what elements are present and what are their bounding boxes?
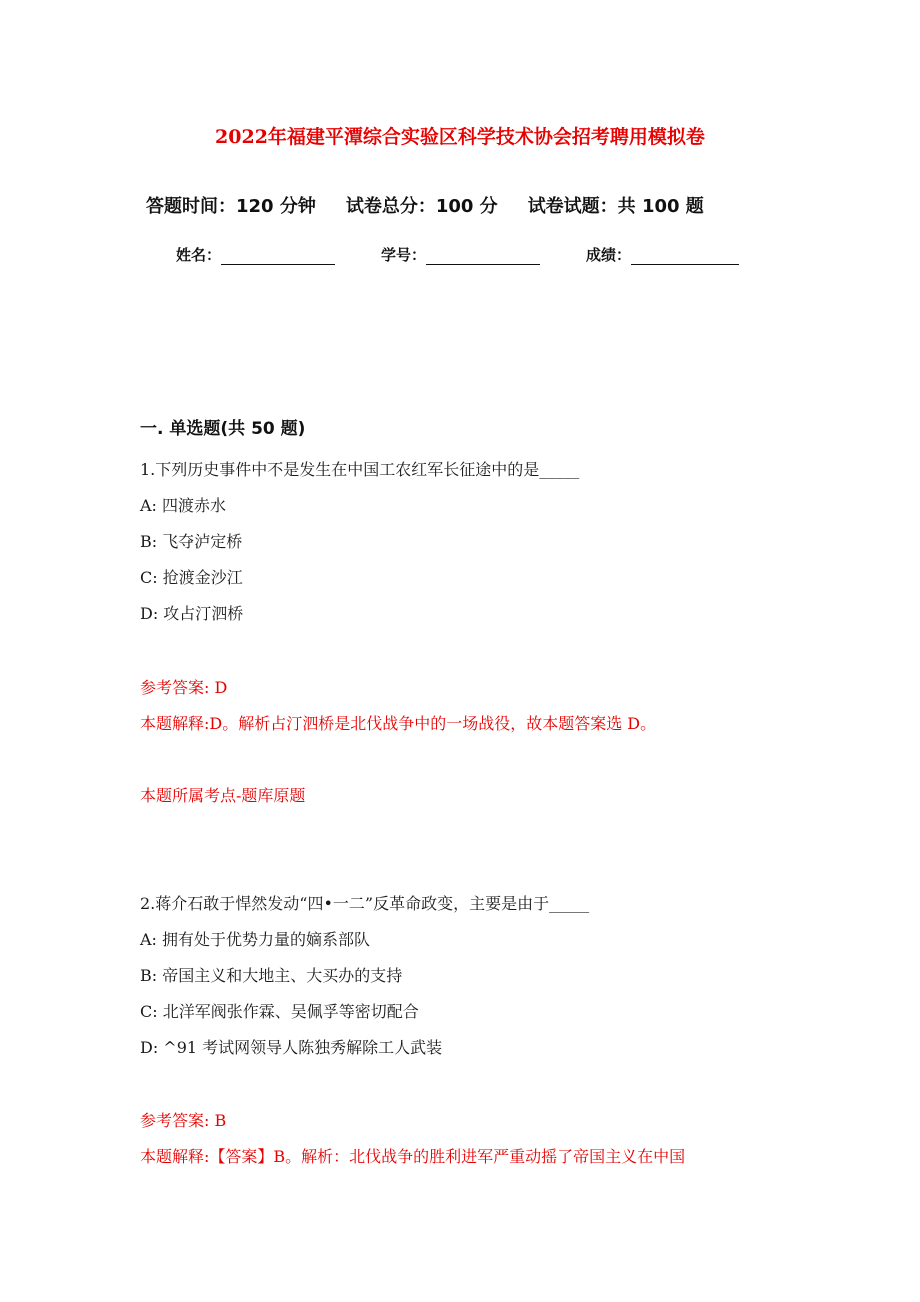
question-1-option-d: D: 攻占汀泗桥 (140, 604, 244, 623)
id-blank (426, 248, 540, 265)
question-1-answer: 参考答案: D (140, 678, 228, 697)
name-field (176, 244, 335, 265)
exam-meta (146, 192, 704, 218)
question-2-explanation: 本题解释:【答案】B。解析：北伐战争的胜利进军严重动摇了帝国主义在中国 (140, 1147, 686, 1166)
name-label: 姓名： (176, 246, 222, 264)
question-1-topic: 本题所属考点-题库原题 (140, 786, 306, 805)
student-info-row (176, 244, 739, 265)
grade-blank (631, 248, 739, 265)
id-label: 学号： (381, 246, 427, 264)
question-1-option-a: A: 四渡赤水 (140, 496, 227, 515)
question-1-option-c: C: 抢渡金沙江 (140, 568, 243, 587)
exam-title: 2022年福建平潭综合实验区科学技术协会招考聘用模拟卷 (215, 126, 705, 148)
id-field (381, 244, 540, 265)
time-label: 答题时间：120 分钟 (146, 196, 316, 217)
question-2-answer: 参考答案: B (140, 1111, 227, 1130)
section-heading: 一. 单选题(共 50 题) (140, 419, 306, 439)
count-label: 试卷试题：共 100 题 (527, 196, 704, 217)
grade-field (586, 244, 739, 265)
name-blank (221, 248, 335, 265)
question-2-option-a: A: 拥有处于优势力量的嫡系部队 (140, 930, 371, 949)
question-2-option-d: D: ^91 考试网领导人陈独秀解除工人武装 (140, 1038, 443, 1057)
question-2-option-b: B: 帝国主义和大地主、大买办的支持 (140, 966, 403, 985)
question-2-stem: 2.蒋介石敢于悍然发动“四•一二”反革命政变，主要是由于_____ (140, 894, 590, 913)
question-2-option-c: C: 北洋军阀张作霖、吴佩孚等密切配合 (140, 1002, 419, 1021)
question-1-explanation: 本题解释:D。解析占汀泗桥是北伐战争中的一场战役，故本题答案选 D。 (140, 714, 657, 733)
grade-label: 成绩： (586, 246, 632, 264)
question-1-stem: 1.下列历史事件中不是发生在中国工农红军长征途中的是_____ (140, 460, 580, 479)
score-label: 试卷总分：100 分 (345, 196, 498, 217)
question-1-option-b: B: 飞夺泸定桥 (140, 532, 243, 551)
